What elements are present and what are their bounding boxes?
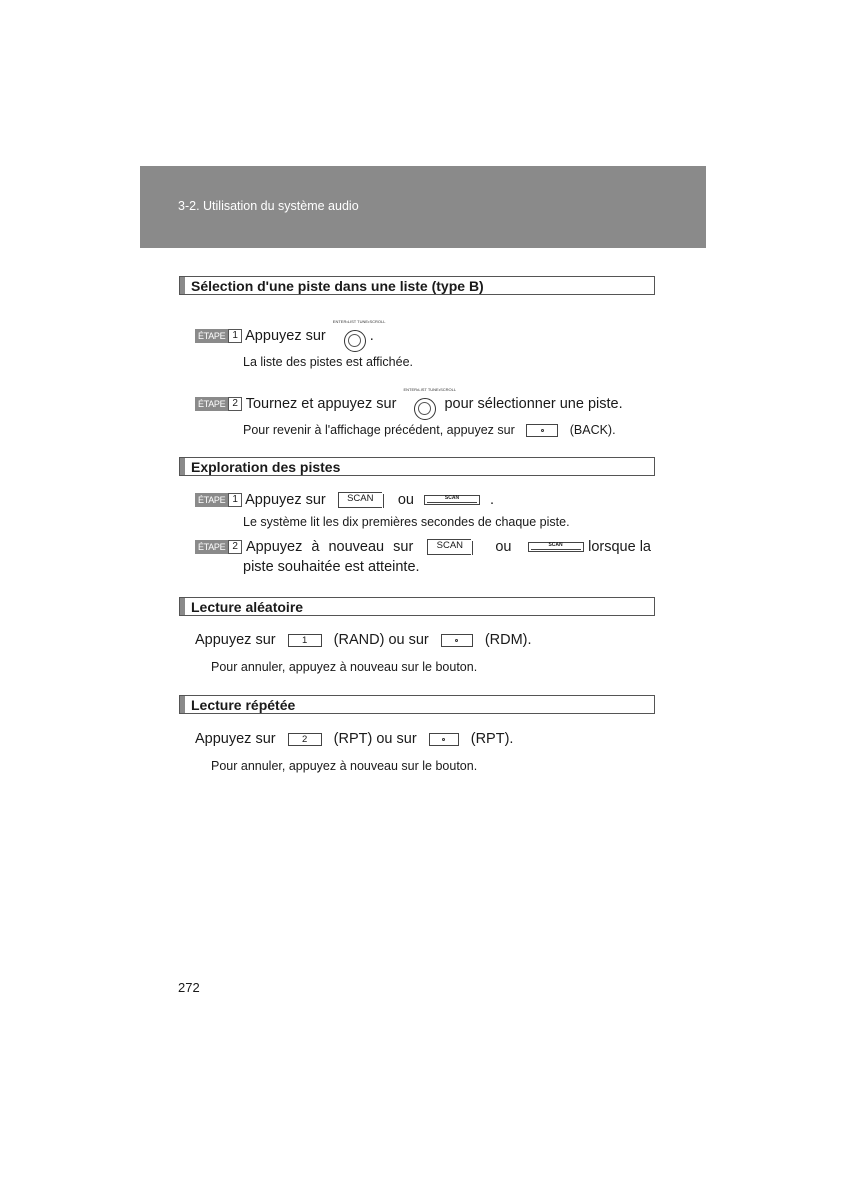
step-note: Pour revenir à l'affichage précédent, appuyez sur (BACK). [243,423,616,437]
section-marker [180,598,185,615]
scan-button-flat-icon: SCAN [424,495,480,505]
step-badge: ÉTAPE 1 [195,329,242,343]
step-text: Appuyez à nouveau sur [245,539,414,555]
step-note: Le système lit les dix premières secondes de chaque piste. [243,515,570,529]
step-note: La liste des pistes est affichée. [243,355,414,369]
section-title-repeat [179,695,655,714]
chapter-title: 3-2. Utilisation du système audio [178,199,359,213]
tune-knob-icon: ENTER•LIST TUNE•SCROLL [400,388,440,420]
preset-2-button-icon: 2 [288,733,322,746]
section-title-text: Exploration des pistes [191,459,341,475]
scan-button-icon: SCAN [427,539,471,555]
step-badge: ÉTAPE 1 [195,493,242,507]
section-marker [180,458,185,475]
scan-button-icon: SCAN [338,492,382,508]
repeat-note: Pour annuler, appuyez à nouveau sur le bouton. [211,759,478,773]
tune-knob-icon: ENTER•LIST TUNE•SCROLL [330,320,370,352]
step-badge: ÉTAPE 2 [195,540,242,554]
repeat-instruction: Appuyez sur 2 (RPT) ou sur (RPT). [195,731,514,747]
step-2-scan: ÉTAPE 2 Appuyez à nouveau sur SCAN ou SCAN lorsque la [195,539,651,555]
step-text: Appuyez sur [245,492,326,508]
random-note: Pour annuler, appuyez à nouveau sur le bouton. [211,660,478,674]
rpt-button-icon [429,733,459,746]
section-title-text: Sélection d'une piste dans une liste (type B) [191,278,484,294]
preset-1-button-icon: 1 [288,634,322,647]
section-marker [180,696,185,713]
section-title-scan [179,457,655,476]
section-marker [180,277,185,294]
step-badge: ÉTAPE 2 [195,397,242,411]
step-2-select: ÉTAPE 2 Tournez et appuyez sur ENTER•LIST TUNE•SCROLL pour sélectionner une piste. [195,388,623,420]
random-instruction: Appuyez sur 1 (RAND) ou sur (RDM). [195,632,532,648]
page-number: 272 [178,980,200,995]
scan-button-flat-icon: SCAN [528,542,584,552]
step-1-select: ÉTAPE 1 Appuyez sur ENTER•LIST TUNE•SCROLL . [195,320,374,352]
step-text: Appuyez sur [245,327,326,344]
section-title-random [179,597,655,616]
section-title-select-track [179,276,655,295]
section-title-text: Lecture aléatoire [191,599,304,615]
back-button-icon [526,424,558,437]
step-1-scan: ÉTAPE 1 Appuyez sur SCAN ou SCAN . [195,492,494,508]
section-title-text: Lecture répétée [191,697,296,713]
rdm-button-icon [441,634,473,647]
step-text-continued: piste souhaitée est atteinte. [243,559,420,575]
step-text: Tournez et appuyez sur [245,395,397,412]
